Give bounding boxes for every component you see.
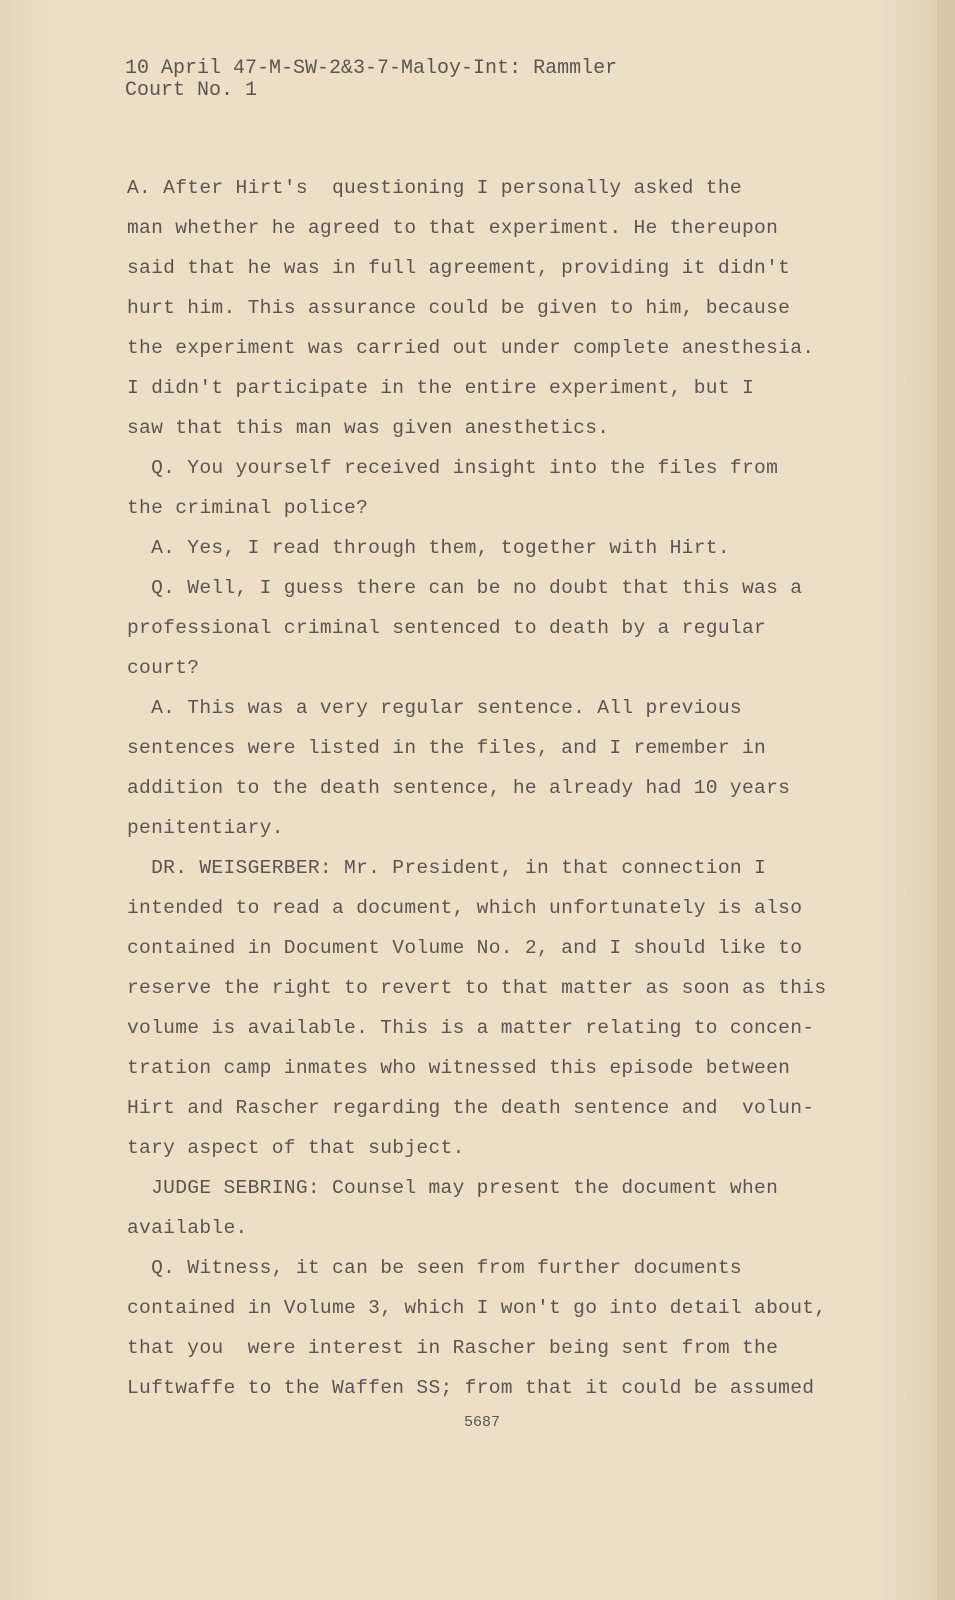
text-line: saw that this man was given anesthetics. [127, 417, 610, 439]
page-number: 5687 [464, 1414, 501, 1431]
text-line: JUDGE SEBRING: Counsel may present the document when [127, 1177, 779, 1199]
text-line: Q. You yourself received insight into the files from [127, 457, 779, 479]
text-line: DR. WEISGERBER: Mr. President, in that connection I [127, 857, 767, 879]
text-line: penitentiary. [127, 817, 284, 839]
text-line: volume is available. This is a matter relating to concen- [127, 1017, 815, 1039]
text-line: tration camp inmates who witnessed this episode between [127, 1057, 791, 1079]
text-line: said that he was in full agreement, providing it didn't [127, 257, 791, 279]
text-line: sentences were listed in the files, and I remember in [127, 737, 767, 759]
document-header [125, 58, 617, 102]
text-line: contained in Document Volume No. 2, and I should like to [127, 937, 803, 959]
text-line: A. Yes, I read through them, together with Hirt. [127, 537, 730, 559]
text-line: hurt him. This assurance could be given to him, because [127, 297, 791, 319]
page-edge [937, 0, 955, 1600]
header-line-2: Court No. 1 [125, 79, 258, 102]
header-line-1: 10 April 47-M-SW-2&3-7-Maloy-Int: Rammler [125, 57, 618, 80]
text-line: that you were interest in Rascher being sent from the [127, 1337, 779, 1359]
text-line: the criminal police? [127, 497, 369, 519]
text-line: court? [127, 657, 200, 679]
text-line: A. This was a very regular sentence. All previous [127, 697, 742, 719]
text-line: Q. Witness, it can be seen from further documents [127, 1257, 742, 1279]
text-line: Hirt and Rascher regarding the death sentence and volun- [127, 1097, 815, 1119]
text-line: A. After Hirt's questioning I personally asked the [127, 177, 742, 199]
text-line: I didn't participate in the entire experiment, but I [127, 377, 755, 399]
text-line: contained in Volume 3, which I won't go into detail about, [127, 1297, 827, 1319]
text-line: addition to the death sentence, he already had 10 years [127, 777, 791, 799]
text-line: man whether he agreed to that experiment. He thereupon [127, 217, 779, 239]
transcript-body [127, 168, 826, 1408]
text-line: intended to read a document, which unfortunately is also [127, 897, 803, 919]
text-line: reserve the right to revert to that matter as soon as this [127, 977, 827, 999]
text-line: Luftwaffe to the Waffen SS; from that it could be assumed [127, 1377, 815, 1399]
text-line: tary aspect of that subject. [127, 1137, 465, 1159]
text-line: professional criminal sentenced to death by a regular [127, 617, 767, 639]
text-line: the experiment was carried out under complete anesthesia. [127, 337, 815, 359]
text-line: available. [127, 1217, 248, 1239]
text-line: Q. Well, I guess there can be no doubt that this was a [127, 577, 803, 599]
